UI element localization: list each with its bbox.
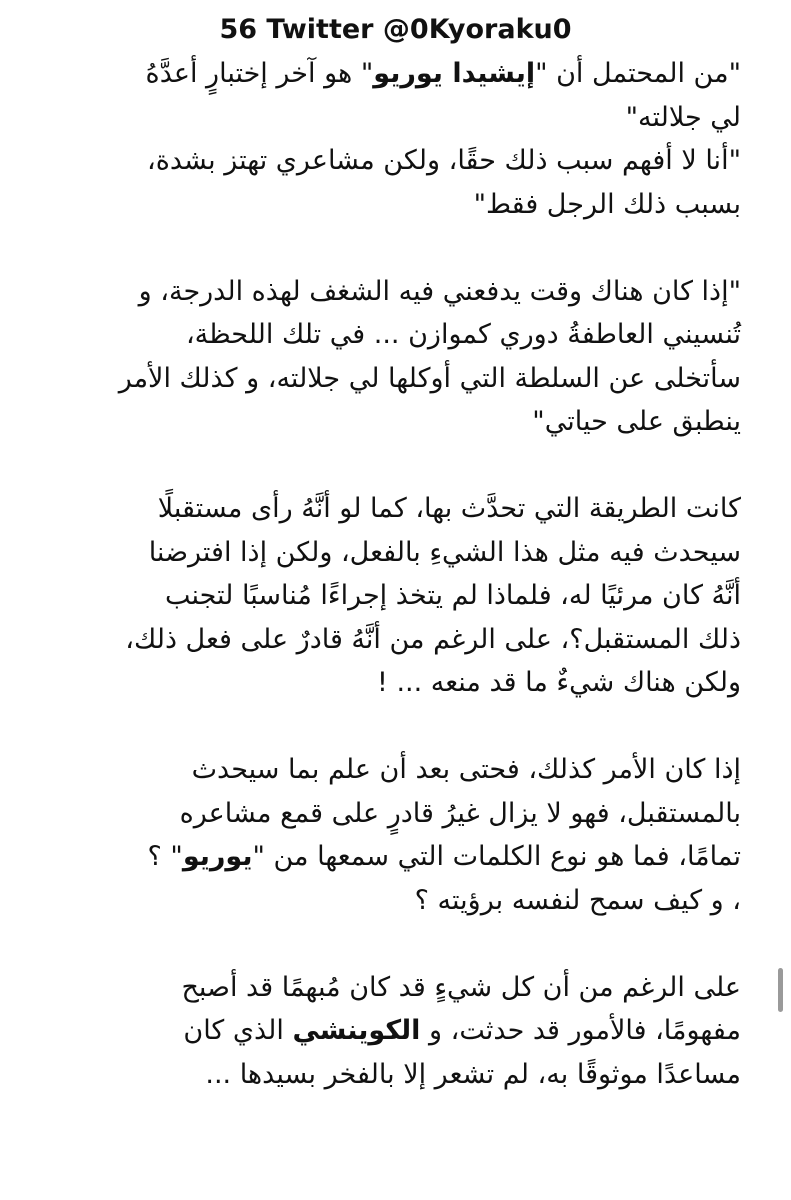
text-segment: الذي كان	[183, 1015, 293, 1046]
text-line	[31, 966, 741, 1010]
text-segment: ، و كيف سمح لنفسه برؤيته ؟	[414, 884, 741, 916]
text-line	[31, 487, 741, 531]
text-line	[31, 748, 741, 792]
text-line	[31, 531, 741, 575]
text-segment: "أنا لا أفهم سبب ذلك حقًا، ولكن مشاعري تهتز بشدة،	[147, 145, 741, 176]
paragraph	[31, 748, 741, 922]
article-body	[31, 52, 741, 1140]
text-line	[31, 1053, 741, 1097]
text-line	[31, 574, 741, 618]
text-line	[31, 400, 741, 444]
text-line	[31, 618, 741, 662]
text-segment: " ؟	[147, 841, 183, 872]
paragraph	[31, 270, 741, 444]
text-segment: ينطبق على حياتي"	[532, 406, 741, 437]
text-segment: "إذا كان هناك وقت يدفعني فيه الشغف لهذه الدرجة، و	[138, 275, 741, 307]
text-line	[31, 357, 741, 401]
text-segment: كانت الطريقة التي تحدَّث بها، كما لو أنَّهُ رأى مستقبلًا	[157, 493, 741, 524]
bold-name: الكوينشي	[292, 1015, 421, 1046]
text-segment: ذلك المستقبل؟، على الرغم من أنَّهُ قادرٌ على فعل ذلك،	[125, 623, 741, 655]
text-line	[31, 139, 741, 183]
text-segment: "من المحتمل أن "	[535, 58, 741, 89]
text-segment: على الرغم من أن كل شيءٍ قد كان مُبهمًا قد أصبح	[181, 971, 741, 1003]
text-segment: تمامًا، فما هو نوع الكلمات التي سمعها من "	[252, 841, 741, 872]
text-line	[31, 270, 741, 314]
paragraph	[31, 487, 741, 705]
text-line	[31, 792, 741, 836]
text-segment: أنَّهُ كان مرئيًا له، فلماذا لم يتخذ إجراءًا مُناسبًا لتجنب	[164, 580, 741, 611]
text-segment: لي جلالته"	[625, 101, 741, 133]
text-segment: سأتخلى عن السلطة التي أوكلها لي جلالته، و كذلك الأمر	[118, 362, 741, 394]
text-line	[31, 879, 741, 923]
text-line	[31, 313, 741, 357]
text-segment: إذا كان الأمر كذلك، فحتى بعد أن علم بما سيحدث	[191, 754, 741, 785]
text-line	[31, 96, 741, 140]
text-segment: مساعدًا موثوقًا به، لم تشعر إلا بالفخر بسيدها ...	[205, 1058, 741, 1090]
text-line	[31, 1009, 741, 1053]
scrollbar-thumb[interactable]	[778, 968, 783, 1012]
text-line	[31, 661, 741, 705]
text-line	[31, 835, 741, 879]
paragraph	[31, 966, 741, 1097]
text-segment: " هو آخر إختبارٍ أعدَّهُ	[145, 58, 374, 89]
paragraph	[31, 52, 741, 226]
text-segment: سيحدث فيه مثل هذا الشيءِ بالفعل، ولكن إذا افترضنا	[148, 536, 741, 568]
bold-name: يوريو	[182, 841, 253, 872]
text-segment: تُنسيني العاطفةُ دوري كموازن ... في تلك اللحظة،	[185, 319, 741, 350]
text-segment: ولكن هناك شيءٌ ما قد منعه ... !	[377, 667, 741, 698]
page-header: 56 Twitter @0Kyoraku0	[219, 14, 572, 45]
bold-name: إيشيدا يوريو	[373, 58, 536, 89]
text-line	[31, 183, 741, 227]
text-segment: مفهومًا، فالأمور قد حدثت، و	[420, 1015, 741, 1046]
text-segment: بالمستقبل، فهو لا يزال غيرُ قادرٍ على قمع مشاعره	[179, 797, 741, 829]
text-line	[31, 52, 741, 96]
text-segment: بسبب ذلك الرجل فقط"	[473, 188, 741, 220]
